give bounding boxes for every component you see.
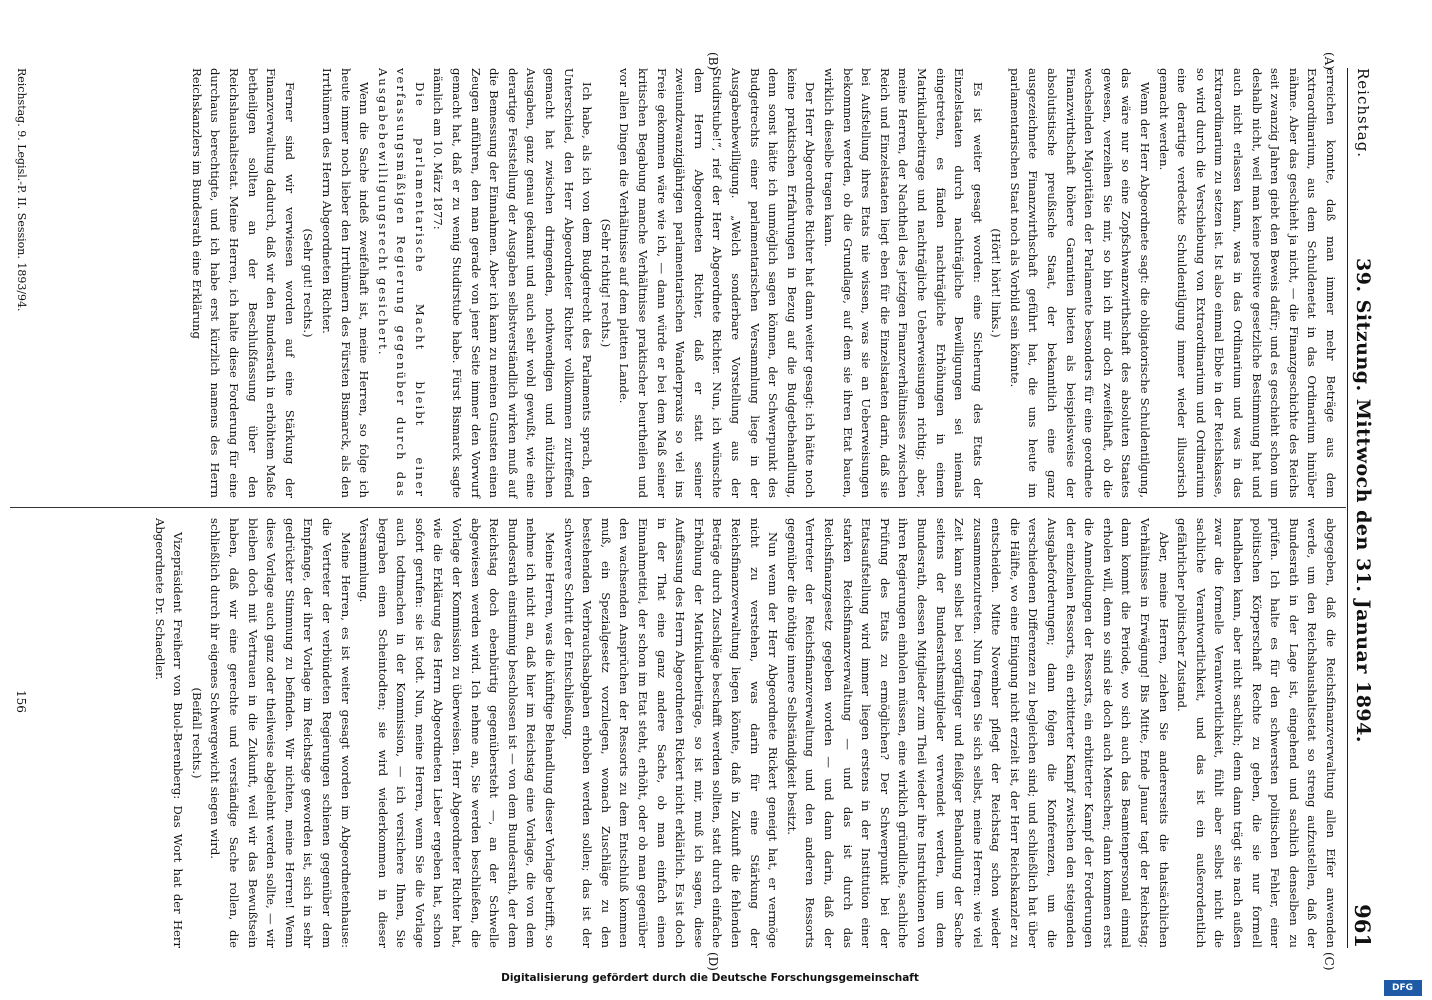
paragraph: Ferner sind wir verwiesen worden auf eine Stärkung der Finanzverwaltung dadurch, daß wir den Bundesrath in erhöhtem Maße betheiligen sollten an der Beschlußfassung über den Reichshaushaltsetat. Meine Herren, ich halte diese Forderung für eine durchaus berechtigte, und ich habe erst kürzlich namens des Herrn Reichskanzlers im Bundesrath eine Erklärung: [189, 68, 297, 498]
right-column: [150, 518, 1340, 948]
paragraph: abgegeben, daß die Reichsfinanzverwaltung allen Eifer anwenden werde, um den Reichshaushaltsetat so streng aufzustellen, daß der Bundesrath in der Lage ist, eingehend und sachlich denselben zu prüfen. Ich halte es für den schwersten politischen Fehler, einer politischen Körperschaft Rechte zu geben, die sie nur formell handhaben kann, aber nicht sachlich; denn dann trägt sie nach außen zwar die formelle Verantwortlichkeit, fühlt aber selbst nicht die sachliche Verantwortlichkeit, und das ist ein außerordentlich gefährlicher politischer Zustand.: [1175, 518, 1338, 948]
interjection: (Sehr gut! rechts.): [301, 228, 316, 338]
margin-marker-c: (C): [1322, 952, 1336, 971]
margin-marker-b: (B): [706, 52, 720, 71]
interjection: (Hört! hört! links.): [989, 228, 1004, 338]
paragraph: Der Herr Abgeordnete Richter hat dann weiter gesagt: ich hätte noch keine praktischen Erfahrungen in Bezug auf die Budgetbehandlung, denn sonst hätte ich unmöglich sagen können, der Schwerpunkt des Budgetrechts einer parlamentarischen Versammlung liege in der Ausgabenbewilligung. „Welch sonderbare Vorstellung aus der Studirstube!“, rief der Herr Abgeordnete Richter. Nun, ich wünschte dem Herrn Abgeordneten Richter, daß er statt seiner zweiundzwanzigjährigen parlamentarischen Wanderpraxis so viel ins Freie gekommen wäre wie ich, — dann würde er bei dem Maß seiner kritischen Begabung manche Verhältnisse praktischer beurtheilen und vor allen Dingen die Verhältnisse auf dem platten Lande.: [617, 68, 818, 498]
dfg-logo: DFG: [1384, 980, 1422, 996]
paragraph: Meine Herren, was die künftige Behandlung dieser Vorlage betrifft, so nehme ich nicht an, daß hier im Reichstag eine Vorlage, die von dem Bundesrath einstimmig beschlossen ist — von dem Bundesrath, der dem Reichstag doch ebenbürtig gegenübersteht —, an der Schwelle abgewiesen werden wird. Ich nehme an, Sie werden beschließen, die Vorlage der Kommission zu überweisen. Herr Abgeordneter Richter hat, wie die Erklärung des Herrn Abgeordneten Lieber ergeben hat, schon sofort gerufen: sie ist todt. Nun, meine Herren, wenn Sie die Vorlage auch todtmachen in der Kommission, — ich versichere Ihnen, Sie begraben einen Scheintodten; sie wird wiederkommen in dieser Versammlung.: [357, 518, 558, 948]
page-header: [1348, 68, 1378, 948]
margin-marker-d: (D): [706, 952, 720, 971]
interjection: (Beifall rechts.): [189, 687, 204, 779]
column-divider: [10, 507, 1346, 508]
header-session-date: 39. Sitzung. Mittwoch den 31. Januar 1894.: [1352, 258, 1374, 743]
paragraph: Ich habe, als ich von dem Budgetrecht des Parlaments sprach, den Unterschied, den Herr Abgeordneter Richter vollkommen zutreffend gemacht hat zwischen dringenden, nothwendigen und nützlichen Ausgaben, ganz genau gekannt und auch sehr wohl gewußt, wie eine derartige Feststellung der Ausgaben selbstverständlich wirken muß auf die Bemessung der Einnahmen. Aber ich kann zu meinen Gunsten einen Zeugen anführen, den man gerade von jener Seite immer den Vorwurf gemacht hat, daß er zu wenig Studirstube habe. Fürst Bismarck sagte nämlich am 10. März 1877:: [431, 68, 595, 498]
dfg-sidebar: [0, 968, 1432, 998]
interjection: (Sehr richtig! rechts.): [598, 218, 613, 348]
quotation: Die parlamentarische Macht bleibt einer verfassungsmäßigen Regierung gegenüber durch das Ausgabebewilligungsrecht gesichert.: [375, 68, 427, 498]
paragraph: Wenn der Herr Abgeordnete sagt: die obligatorische Schuldentilgung, das wäre nur so eine Zopfschwanzwirthschaft des absoluten Staates gewesen, verzeihen Sie mir, so bin ich mir doch zweifelhaft, ob die wechselnden Majoritäten der Parlamente besonders für eine geordnete Finanzwirthschaft höhere Garantien bieten als beispielsweise der absolutistische preußische Staat, der bekanntlich eine ganz ausgezeichnete Finanzwirthschaft geführt hat, die uns heute im parlamentarischen Staat noch als Vorbild sein könnte.: [1007, 68, 1153, 498]
footer-session-info: Reichstag. 9. Legisl.-P. II. Session. 1893/94.: [15, 68, 28, 312]
paragraph: Nun wenn der Herr Abgeordnete Rickert geneigt hat, er vermöge nicht zu verstehen, was darin für eine Stärkung der Reichsfinanzverwaltung liegen könnte, daß in Zukunft die fehlenden Beträge durch Zuschläge beschafft werden sollten, statt durch einfache Erhöhung der Matrikularbeiträge, so ist mir, muß ich sagen, diese Auffassung des Herrn Abgeordneten Rickert nicht erklärlich. Es ist doch in der That eine ganz andere Sache, ob man einfach einen Einnahmetitel, der schon im Etat steht, erhöht, oder ob man gegenüber den wachsenden Ansprüchen der Ressorts zu dem Entschluß kommen muß, ein Spezialgesetz vorzulegen, wonach Zuschläge zu den bestehenden Verbrauchsabgaben erhoben werden sollen; das ist der schwerere Schritt der Entschließung.: [561, 518, 781, 948]
dfg-funding-note: Digitalisierung gefördert durch die Deutsche Forschungsgemeinschaft: [501, 972, 919, 984]
paragraph: Meine Herren, es ist weiter gesagt worden im Abgeordnetenhause: die Vertreter der verbündeten Regierungen schienen gegenüber dem Empfange, der ihrer Vorlage im Reichstage geworden ist, sich in sehr gedrückter Stimmung zu befinden. Wir nichten, meine Herren! Wenn diese Vorlage auch ganz oder theilweise abgelehnt werden sollte, — wir bleiben doch mit Vertrauen in die Zukunft, weil wir das Bewußtsein haben, daß wir eine gerechte und verständige Sache rollen, die schließlich durch ihr eigenes Schwergewicht siegen wird.: [208, 518, 353, 948]
margin-marker-a: (A): [1322, 52, 1336, 71]
paragraph: Wenn die Sache indeß zweifelhaft ist, meine Herren, so folge ich heute immer noch lieber den Irrthümern des Fürsten Bismarck, als den Irrthümern des Herrn Abgeordneten Richter.: [319, 68, 372, 498]
paragraph: Es ist weiter gesagt worden: eine Sicherung des Etats der Einzelstaaten durch nachträgliche Bewilligungen sei niemals eingetreten, es fänden nachträgliche Erhöhungen in einem Matrikularbeitrage und nachträgliche Ueberweisungen richtig; aber, meine Herren, der Nachtheil des jetzigen Finanzverhältnisses zwischen Reich und Einzelstaaten liegt eben für die Einzelstaaten darin, daß sie bei Aufstellung ihres Etats nie wissen, was sie an Ueberweisungen bekommen werden, ob die Grundlage, auf dem sie ihren Etat bauen, wirklich dieselbe tragen kann.: [821, 68, 985, 498]
left-column: [187, 68, 1340, 498]
paragraph: erreichen konnte, daß man immer mehr Beträge aus dem Extraordinarium, aus dem Schuldenetat in das Ordinarium hinüber nähme. Aber das geschieht ja nicht, — die Finanzgeschichte des Reichs seit zwanzig Jahren giebt den Beweis dafür; und es geschieht schon um deshalb nicht, weil man keine positive gesetzliche Bestimmung hat und auch nicht erlassen kann, was in das Ordinarium und was in das Extraordinarium zu setzen ist. Ist also einmal Ebbe in der Reichskasse, so wird durch die Verschiebung von Extraordinarium und Ordinarium eine derartige verdeckte Schuldentilgung immer wieder illusorisch gemacht werden.: [1156, 68, 1338, 498]
speaker-line: Vizepräsident Freiherr von Buol-Berenberg: Das Wort hat der Herr Abgeordnete Dr. Schaedler.: [152, 518, 186, 948]
paragraph: Aber, meine Herren, ziehen Sie andererseits die thatsächlichen Verhältnisse in Erwägung! Bis Mitte, Ende Januar tagt der Reichstag; dann kommt die Periode, wo sich auch das Beamtenpersonal einmal erholen will, denn so sind sie doch auch Menschen; dann kommen erst die Anmeldungen der Ressorts, ein erbitterter Kampf der Forderungen der einzelnen Ressorts, ein erbitterter Kampf zwischen den steigenden Ausgabeforderungen; dann folgen die Konferenzen, um die verschiedenen Differenzen zu begleichen sind; und schließlich hat über die Hälfte, wo eine Einigung nicht erzielt ist, der Herr Reichskanzler zu entscheiden. Mitte November pflegt der Reichstag schon wieder zusammenzutreten. Nun fragen Sie sich selbst, meine Herren: wie viel Zeit kann selbst bei sorgfältiger und fleißiger Behandlung der Sache seitens der Bundesrathsmitglieder verwendet werden, um dem Bundesrath, dessen Mitglieder zum Theil wieder ihre Instruktionen von ihren Regierungen einholen müssen, eine wirklich gründliche, sachliche Prüfung des Etats zu ermöglichen? Der Schwerpunkt bei der Etatsaufstellung wird immer liegen erstens in der Institution einer starken Reichsfinanzverwaltung — und das ist durch das Reichsfinanzgesetz gegeben worden — und dann darin, daß der Vertreter der Reichsfinanzverwaltung und den anderen Ressorts gegenüber die nöthige innere Selbständigkeit besitzt.: [784, 518, 1171, 948]
page-number: 961: [1350, 904, 1375, 948]
footer-sheet-number: 156: [14, 690, 28, 713]
header-rule: [1347, 68, 1348, 948]
header-reichstag: Reichstag.: [1354, 68, 1372, 159]
